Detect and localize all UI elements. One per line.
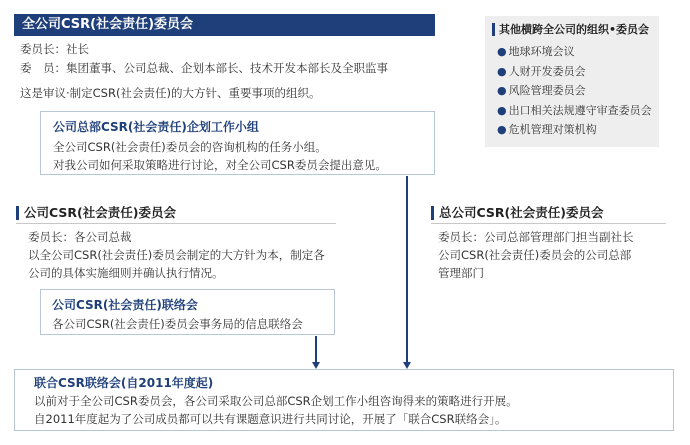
list-item: ● 人财开发委员会 [497, 64, 586, 78]
hq-committee-divider [431, 223, 666, 224]
company-committee-line-2: 以全公司CSR(社会责任)委员会制定的大方针为本，制定各 [28, 248, 325, 262]
connector-line-liaison-to-joint [315, 336, 317, 362]
bullet-icon: ● [497, 84, 507, 97]
company-committee-marker [16, 206, 19, 220]
joint-liaison-box [14, 369, 674, 431]
list-item: ● 出口相关法规遵守审查委员会 [497, 103, 652, 117]
company-committee-divider [16, 223, 336, 224]
bullet-icon: ● [497, 123, 507, 136]
joint-liaison-title: 联合CSR联络会(自2011年度起) [34, 376, 214, 390]
liaison-meeting-title: 公司CSR(社会责任)联络会 [52, 298, 198, 312]
company-committee-line-3: 公司的具体实施细则并确认执行情况。 [28, 266, 224, 280]
connector-line-hq-to-joint [406, 176, 408, 362]
hq-planning-group-box [40, 111, 435, 175]
main-committee-description: 这是审议·制定CSR(社会责任)的大方针、重要事项的组织。 [20, 86, 321, 100]
bullet-icon: ● [497, 45, 507, 58]
joint-liaison-line-2: 自2011年度起为了公司成员都可以共有课题意识进行共同讨论，开展了「联合CSR联络会」。 [34, 412, 507, 426]
company-committee-title: 公司CSR(社会责任)委员会 [24, 205, 176, 220]
main-committee-chair: 委员长：社长 [20, 42, 89, 56]
hq-committee-marker [431, 206, 434, 220]
hq-committee-line-1: 委员长：公司总部管理部门担当副社长 [438, 230, 634, 244]
hq-planning-group-title: 公司总部CSR(社会责任)企划工作小组 [53, 120, 259, 134]
arrow-down-icon [403, 362, 411, 369]
liaison-meeting-line: 各公司CSR(社会责任)委员会事务局的信息联络会 [52, 317, 303, 331]
hq-committee-line-3: 管理部门 [438, 266, 484, 280]
arrow-down-icon [312, 362, 320, 369]
bullet-icon: ● [497, 64, 507, 78]
hq-planning-group-line-2: 对我公司如何采取策略进行讨论，对全公司CSR委员会提出意见。 [53, 158, 387, 172]
list-item: ● 危机管理对策机构 [497, 123, 597, 136]
other-organizations-panel [485, 16, 659, 147]
other-organizations-title: 其他横跨全公司的组织•委员会 [499, 23, 650, 36]
list-item: ● 地球环境会议 [497, 45, 575, 58]
list-item: ● 风险管理委员会 [497, 84, 586, 97]
other-organizations-list [497, 42, 652, 140]
joint-liaison-line-1: 以前对于全公司CSR委员会，各公司采取公司总部CSR企划工作小组咨询得来的策略进行开展。 [34, 394, 518, 408]
hq-committee-title: 总公司CSR(社会责任)委员会 [439, 205, 604, 220]
hq-planning-group-line-1: 全公司CSR(社会责任)委员会的咨询机构的任务小组。 [53, 140, 327, 154]
bullet-icon: ● [497, 103, 507, 117]
panel-title-marker [492, 23, 495, 36]
liaison-meeting-box [40, 289, 335, 335]
main-committee-members: 委 员：集团董事、公司总裁、企划本部长、技术开发本部长及全职监事 [20, 61, 388, 75]
company-committee-line-1: 委员长：各公司总裁 [28, 230, 132, 244]
main-committee-title: 全公司CSR(社会责任)委员会 [14, 14, 435, 36]
hq-committee-line-2: 公司CSR(社会责任)委员会的公司总部 [438, 248, 632, 262]
